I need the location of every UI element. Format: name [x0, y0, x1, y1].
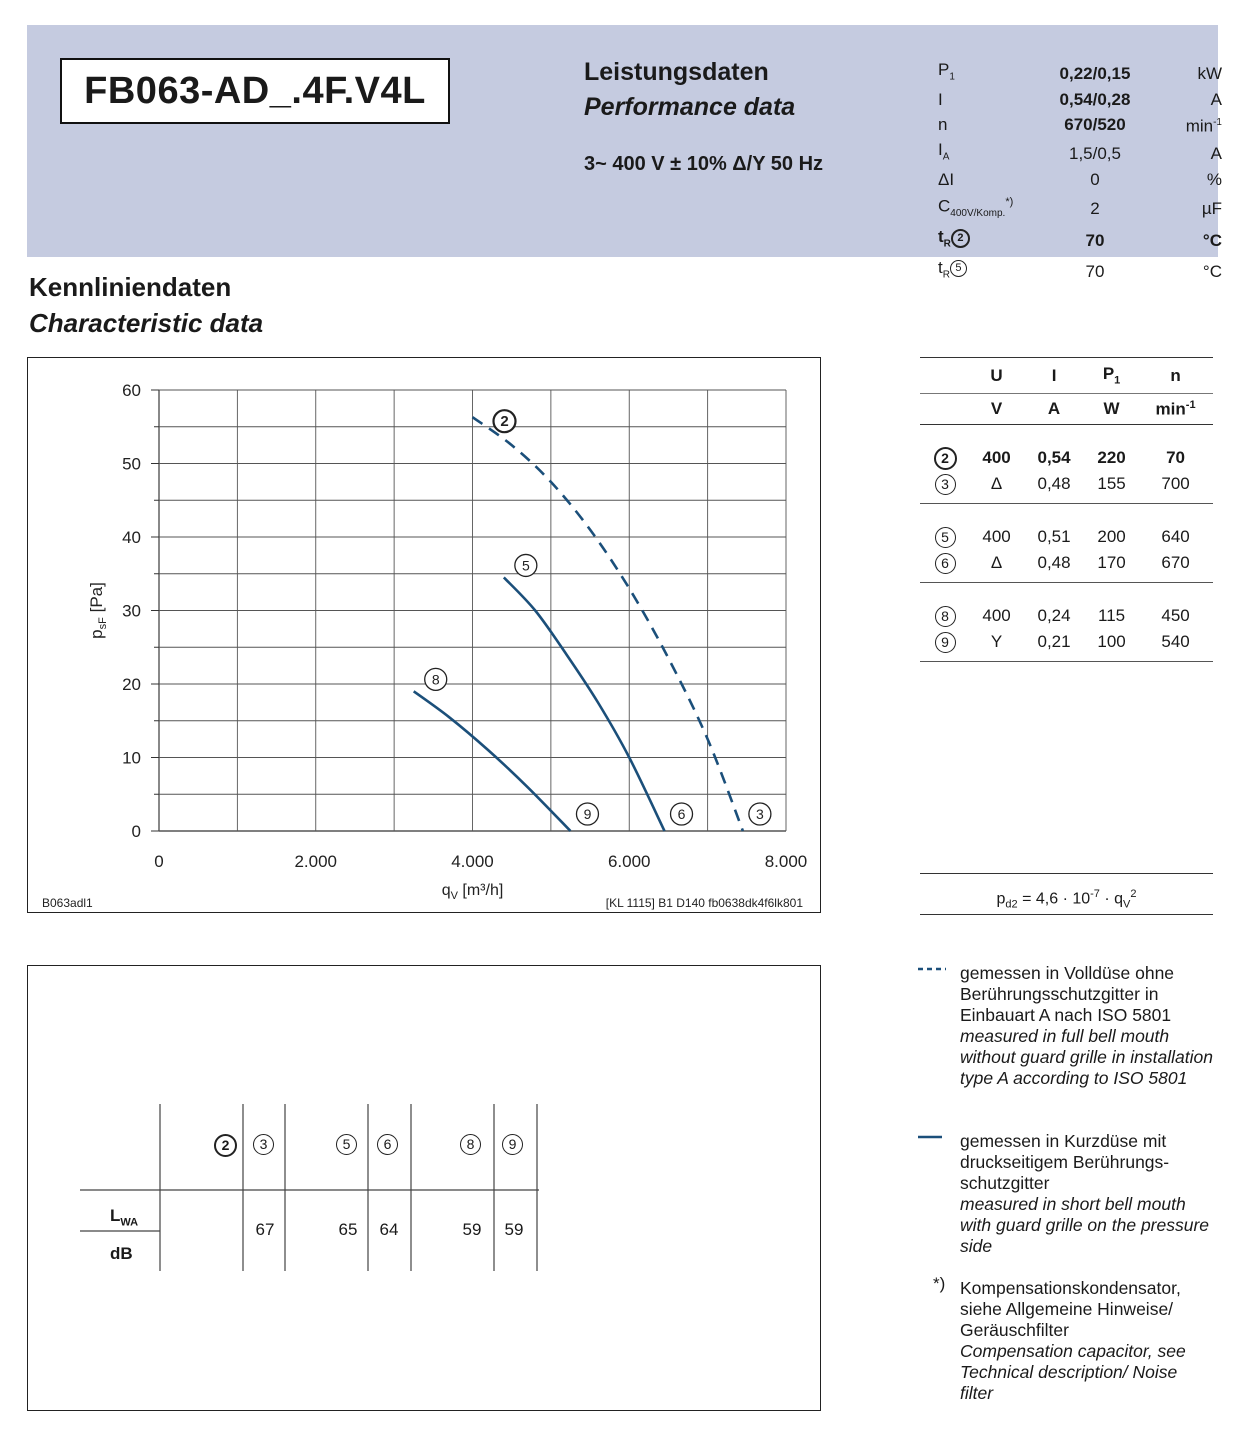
- op-header-row: [920, 358, 1213, 394]
- curve-label-5: [515, 554, 537, 576]
- svg-text:9: 9: [583, 806, 592, 822]
- spec-symbol: I: [938, 90, 943, 110]
- op-cell-n: 670: [1138, 550, 1213, 583]
- spec-value: 0,22/0,15: [1059, 63, 1131, 83]
- x-tick-label: 4.000: [451, 852, 494, 871]
- op-cell-P: 170: [1085, 550, 1138, 583]
- svg-text:5: 5: [521, 557, 530, 574]
- sound-value-8: 59: [462, 1220, 482, 1239]
- spec-row: [938, 168, 1222, 191]
- y-tick-label: 30: [122, 601, 141, 621]
- op-unit-U: V: [970, 394, 1023, 425]
- op-cell-I: 0,48: [1023, 550, 1085, 583]
- curve-marker-8: 8: [460, 1134, 481, 1155]
- curve-marker-2: 2: [934, 447, 957, 470]
- curve-marker-9: 9: [502, 1134, 523, 1155]
- op-unit-P: W: [1085, 394, 1138, 425]
- op-header-n: n: [1138, 358, 1213, 394]
- curve-marker-2: 2: [951, 229, 970, 248]
- op-cell-n: 70: [1166, 448, 1186, 467]
- formula-tail: · q: [1099, 890, 1124, 908]
- spec-value: 70: [1085, 231, 1105, 251]
- spec-row: [938, 111, 1222, 138]
- op-cell-n: 450: [1161, 606, 1190, 625]
- note-dashed-de: gemessen in Volldüse ohne Berührungsschutzgitter in Einbauart A nach ISO 5801: [960, 963, 1175, 1025]
- sound-header-9: [502, 1134, 523, 1155]
- spec-unit: $\min^{-1}$: [1185, 117, 1222, 137]
- spec-row: [938, 225, 1222, 255]
- y-axis-label: $p_{sF}$ [Pa]: [87, 582, 109, 639]
- spec-row: [938, 88, 1222, 111]
- sound-unit: dB: [110, 1244, 133, 1263]
- sound-label: $L_{WA}$: [110, 1206, 139, 1229]
- note-solid: [960, 1131, 1215, 1257]
- op-header-P: $P_1$: [1085, 358, 1138, 394]
- chart-footer-left: B063adl1: [42, 896, 93, 910]
- x-axis-label: $q_V$ [m³/h]: [441, 882, 504, 902]
- x-tick-label: 6.000: [607, 852, 651, 871]
- note-star-en: Compensation capacitor, see Technical description/ Noise filter: [960, 1341, 1186, 1403]
- op-cell-U: Δ: [970, 550, 1023, 583]
- sound-value-3: 67: [255, 1220, 275, 1239]
- curve-label-6: [671, 803, 693, 825]
- op-cell-P: 200: [1097, 527, 1126, 546]
- note-star-de: Kompensationskondensator, siehe Allgemeine Hinweise/ Geräuschfilter: [960, 1278, 1181, 1340]
- sound-table-lines: [28, 966, 822, 1412]
- note-star-mark: *): [933, 1274, 946, 1293]
- spec-symbol: $I_A$: [938, 140, 950, 163]
- spec-unit: °C: [1202, 231, 1222, 251]
- note-star: [960, 1278, 1215, 1404]
- perf-title-de: Leistungsdaten: [584, 58, 769, 86]
- x-tick-label: 8.000: [764, 852, 808, 871]
- op-cell-I: 0,21: [1023, 629, 1085, 662]
- curve-marker-8: 8: [935, 606, 956, 627]
- spec-value: 2: [1090, 198, 1100, 218]
- spec-symbol: ΔI: [938, 170, 955, 190]
- spec-unit: %: [1206, 170, 1222, 190]
- op-row-8: [920, 603, 1213, 629]
- op-unit-row: [920, 394, 1213, 425]
- formula-p: p: [996, 890, 1006, 908]
- spec-table: [938, 58, 1222, 286]
- sound-value-5: 65: [338, 1220, 358, 1239]
- y-tick-label: 20: [122, 675, 141, 694]
- curve-label-2: [494, 410, 516, 432]
- spec-value: 1,5/0,5: [1069, 143, 1121, 163]
- op-unit-n: $\min^{-1}$: [1138, 394, 1213, 425]
- chart-footer-right: [KL 1115] B1 D140 fb0638dk4f6lk801: [605, 896, 803, 910]
- formula-tail-sup: 2: [1130, 888, 1137, 900]
- sound-header-3: [253, 1134, 274, 1155]
- op-header-U: U: [970, 358, 1023, 394]
- y-tick-label: 50: [122, 454, 141, 474]
- chart-frame: [27, 357, 821, 913]
- note-dashed-en: measured in full bell mouth without guard grille in installation type A according to ISO 5801: [960, 1026, 1213, 1088]
- spec-row: [938, 191, 1222, 225]
- svg-text:2: 2: [500, 413, 509, 431]
- curve-5-6: [504, 577, 665, 831]
- op-cell-U: 400: [982, 448, 1011, 467]
- spec-value: 70: [1085, 261, 1105, 281]
- operating-point-table: [920, 357, 1213, 662]
- y-tick-label: 40: [122, 528, 141, 547]
- op-cell-I: 0,24: [1037, 606, 1071, 625]
- characteristic-title-en: Characteristic data: [29, 308, 264, 338]
- formula-exp: -7: [1090, 888, 1100, 900]
- characteristic-chart: [28, 358, 822, 914]
- spec-unit: A: [1210, 143, 1222, 163]
- curve-8-9: [414, 691, 571, 831]
- spec-symbol: $t_R5$: [938, 256, 1030, 286]
- svg-text:6: 6: [677, 806, 686, 822]
- voltage-spec: 3~ 400 V ± 10% Δ/Y 50 Hz: [584, 153, 824, 175]
- op-cell-I: 0,54: [1037, 448, 1071, 467]
- model-title: FB063-AD_.4F.V4L: [60, 58, 450, 124]
- curve-marker-6: 6: [935, 553, 956, 574]
- curve-marker-2: 2: [214, 1134, 237, 1157]
- svg-text:3: 3: [755, 806, 764, 822]
- curve-2-3: [473, 417, 743, 831]
- spec-value: 0,54/0,28: [1059, 90, 1131, 110]
- spec-row: [938, 138, 1222, 168]
- spec-unit: °C: [1202, 261, 1222, 281]
- note-solid-de: gemessen in Kurzdüse mit druckseitigem Berührungs- schutzgitter: [960, 1131, 1170, 1193]
- op-row-5: [920, 524, 1213, 550]
- formula-sub: d2: [1005, 898, 1018, 911]
- op-cell-n: 540: [1138, 629, 1213, 662]
- pressure-formula: [920, 873, 1213, 915]
- note-solid-en: measured in short bell mouth with guard grille on the pressure side: [960, 1194, 1210, 1256]
- op-cell-n: 640: [1161, 527, 1190, 546]
- op-row-6: [920, 550, 1213, 583]
- spec-unit: µF: [1201, 198, 1222, 218]
- spec-symbol: $P_1$: [938, 60, 955, 83]
- dashed-legend-icon: [918, 964, 948, 974]
- spec-row: [938, 58, 1222, 88]
- op-cell-P: 155: [1085, 471, 1138, 504]
- x-tick-label: 2.000: [294, 852, 338, 871]
- spec-symbol: n: [938, 115, 948, 135]
- sound-value-6: 64: [379, 1220, 399, 1239]
- op-cell-I: 0,48: [1023, 471, 1085, 504]
- op-cell-P: 220: [1097, 448, 1126, 467]
- op-cell-P: 100: [1085, 629, 1138, 662]
- op-row-2: [920, 445, 1213, 471]
- sound-header-2: [214, 1134, 237, 1157]
- curve-marker-3: 3: [935, 474, 956, 495]
- spec-unit: A: [1210, 90, 1222, 110]
- curve-label-9: [576, 803, 598, 825]
- sound-value-9: 59: [504, 1220, 524, 1239]
- op-cell-U: Y: [970, 629, 1023, 662]
- op-cell-n: 700: [1138, 471, 1213, 504]
- svg-text:8: 8: [431, 671, 440, 688]
- op-row-9: [920, 629, 1213, 662]
- note-dashed: [960, 963, 1215, 1089]
- op-header-I: I: [1023, 358, 1085, 394]
- sound-header-8: [460, 1134, 481, 1155]
- op-cell-I: 0,51: [1037, 527, 1071, 546]
- curve-label-8: [425, 668, 447, 690]
- y-tick-label: 10: [122, 748, 141, 768]
- spec-value: 670/520: [1064, 115, 1126, 135]
- spec-symbol: $C_{400V/Komp.}^{*)}$: [938, 196, 1014, 220]
- characteristic-title-de: Kennliniendaten: [29, 272, 232, 302]
- y-tick-label: 0: [131, 822, 141, 841]
- curve-marker-9: 9: [935, 632, 956, 653]
- op-cell-U: 400: [982, 606, 1011, 625]
- sound-header-6: [377, 1134, 398, 1155]
- curve-marker-6: 6: [377, 1134, 398, 1155]
- x-tick-label: 0: [154, 852, 164, 871]
- y-tick-label: 60: [122, 381, 141, 400]
- sound-frame: [27, 965, 821, 1411]
- sound-header-5: [336, 1134, 357, 1155]
- formula-rest: = 4,6 · 10: [1017, 890, 1091, 908]
- curve-marker-5: 5: [336, 1134, 357, 1155]
- op-row-3: [920, 471, 1213, 504]
- formula-tail-sub: V: [1123, 898, 1131, 911]
- spec-symbol: $t_R2$: [938, 225, 1030, 255]
- op-unit-I: A: [1023, 394, 1085, 425]
- curve-marker-3: 3: [253, 1134, 274, 1155]
- op-cell-U: Δ: [970, 471, 1023, 504]
- op-cell-U: 400: [982, 527, 1011, 546]
- op-cell-P: 115: [1098, 606, 1126, 625]
- solid-legend-icon: [918, 1132, 948, 1142]
- curve-marker-5: 5: [950, 260, 967, 277]
- spec-unit: kW: [1197, 63, 1222, 83]
- curve-label-3: [749, 803, 771, 825]
- spec-row: [938, 256, 1222, 286]
- perf-title-en: Performance data: [584, 93, 796, 121]
- spec-value: 0: [1090, 170, 1100, 190]
- curve-marker-5: 5: [935, 527, 956, 548]
